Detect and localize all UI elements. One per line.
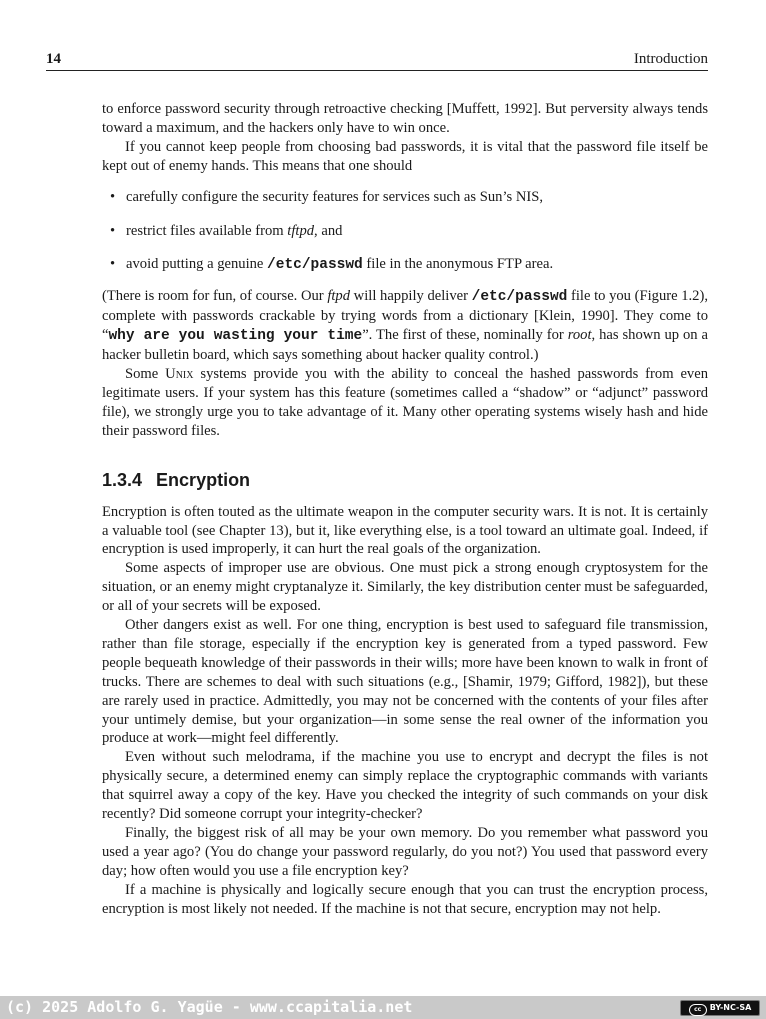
code-phrase: why are you wasting your time	[108, 328, 363, 345]
running-title: Introduction	[633, 51, 708, 67]
section-number: 1.3.4	[102, 469, 143, 490]
page-body	[102, 100, 708, 919]
command-name: ftpd	[327, 288, 351, 305]
section-heading	[102, 469, 708, 491]
text-run: systems provide you with the ability to conceal the hashed passwords from even legitimate users. If your system has this feature (sometimes called a “shadow” or “adjunct” password file), we strongly urge you to take advantage of it. Many other operating systems wisely hash and hide their password files.	[102, 365, 709, 439]
text-run: will happily deliver	[350, 288, 472, 305]
paragraph: If you cannot keep people from choosing bad passwords, it is vital that the password file itself be kept out of enemy hands. This means that one should	[102, 138, 708, 174]
cc-icon: cc	[689, 1004, 707, 1016]
text-run: ”. The first of these, nominally for	[362, 327, 568, 344]
paragraph	[102, 287, 708, 365]
text-run: (There is room for fun, of course. Our	[102, 288, 328, 305]
list-item	[110, 188, 708, 207]
paragraph: If a machine is physically and logically secure enough that you can trust the encryption process, encryption is most likely not needed. If the machine is not that secure, encryption may not help.	[102, 881, 708, 917]
license-badge[interactable]	[680, 1000, 760, 1016]
small-caps-term: Unix	[165, 365, 194, 382]
bullet-list	[102, 188, 708, 276]
list-item	[110, 255, 708, 275]
file-path: /etc/passwd	[471, 289, 568, 306]
paragraph: Other dangers exist as well. For one thing, encryption is best used to safeguard file transmission, rather than file storage, especially if the encryption key is generated from a typed password. Few people bequeath knowledge of their passwords in their wills; more have been known to walk in front of trucks. There are schemes to deal with such situations (e.g., [Shamir, 1979; Gifford, 1982]), but these are rarely used in practice. Admittedly, you may not be concerned with the contents of your files after your untimely demise, but your organization—in some sense the real owner of the information you produce at work—might feel differently.	[102, 617, 708, 747]
text-run: file to you (Figure 1.2), complete with passwords crackable by trying words from a dictionary [Klein, 1990]. They come to “	[102, 288, 708, 344]
page-header	[46, 50, 708, 71]
copyright-notice: (c) 2025 Adolfo G. Yagüe - www.ccapitalia.net	[6, 998, 413, 1016]
section-title: Encryption	[156, 469, 251, 490]
file-path: /etc/passwd	[267, 257, 363, 274]
license-terms: BY-NC-SA	[709, 1003, 752, 1012]
list-item-text: , and	[314, 222, 343, 239]
list-item-text: avoid putting a genuine	[126, 256, 268, 273]
list-item-text: file in the anonymous FTP area.	[362, 256, 554, 273]
account-name: root	[567, 327, 592, 344]
list-item-text: carefully configure the security features for services such as Sun’s NIS,	[126, 188, 543, 205]
text-run: Some	[125, 365, 166, 382]
paragraph: Encryption is often touted as the ultimate weapon in the computer security wars. It is not. It is certainly a valuable tool (see Chapter 13), but it, like everything else, is a tool toward an ultimate goal. Indeed, if encryption is used improperly, it can hurt the real goals of the organization.	[102, 503, 708, 558]
list-item	[110, 222, 708, 241]
paragraph	[102, 365, 708, 441]
paragraph: to enforce password security through retroactive checking [Muffett, 1992]. But perversity always tends toward a maximum, and the hackers only have to win once.	[102, 101, 708, 136]
command-name: tftpd	[287, 222, 315, 239]
paragraph: Even without such melodrama, if the machine you use to encrypt and decrypt the files is not physically secure, a determined enemy can simply replace the cryptographic commands with variants that squirrel away a copy of the key. Have you checked the integrity of such commands on your disk recently? Did someone corrupt your integrity-checker?	[102, 749, 708, 823]
paragraph: Finally, the biggest risk of all may be your own memory. Do you remember what password you used a year ago? (You do change your password regularly, do you not?) You used that password every day; how often would you use a file encryption key?	[102, 825, 708, 879]
page-number: 14	[46, 51, 61, 67]
text-run: , has shown up on a hacker bulletin board, which says something about hacker quality control.)	[102, 327, 709, 364]
footer-bar	[0, 996, 766, 1019]
paragraph: Some aspects of improper use are obvious. One must pick a strong enough cryptosystem for the situation, or an enemy might cryptanalyze it. Similarly, the key distribution center must be safeguarded, or all of your secrets will be exposed.	[102, 560, 708, 615]
bullet-icon: •	[110, 188, 116, 205]
bullet-icon: •	[110, 256, 116, 273]
list-item-text: restrict files available from	[126, 222, 288, 239]
bullet-icon: •	[110, 222, 116, 239]
